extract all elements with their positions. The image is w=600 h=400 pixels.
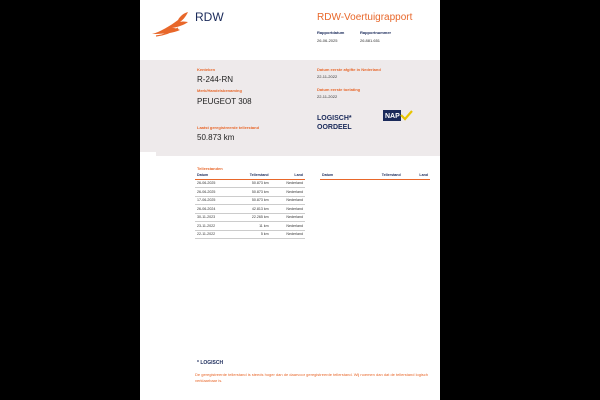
col-date: Datum bbox=[320, 171, 353, 179]
cell-date: 26-06-2025 bbox=[195, 179, 232, 188]
cell-country: Nederland bbox=[271, 188, 305, 197]
cell-date: 26-06-2025 bbox=[195, 188, 232, 197]
col-country: Land bbox=[403, 171, 430, 179]
odometer-table-empty bbox=[320, 171, 430, 180]
first-nl-value: 22-11-2022 bbox=[317, 74, 338, 79]
cell-odometer: 50.873 km bbox=[232, 188, 270, 197]
cell-date: 23-11-2022 bbox=[195, 222, 232, 231]
table-row bbox=[195, 222, 305, 231]
odometer-table-title: Tellerstanden bbox=[197, 166, 223, 171]
col-odometer: Tellerstand bbox=[232, 171, 270, 179]
report-number: 26.881.651 bbox=[360, 38, 381, 43]
table-row bbox=[195, 188, 305, 197]
nap-check-icon bbox=[383, 110, 413, 121]
make-label: Merk/Handelsbenaming bbox=[197, 88, 242, 93]
table-row bbox=[195, 205, 305, 214]
table-row bbox=[195, 213, 305, 222]
vehicle-summary-band bbox=[140, 60, 440, 156]
cell-country: Nederland bbox=[271, 230, 305, 239]
cell-date: 17-06-2025 bbox=[195, 196, 232, 205]
odometer-table bbox=[195, 171, 305, 239]
plate-value: R-244-RN bbox=[197, 75, 234, 84]
rdw-bird-logo-icon bbox=[150, 10, 190, 40]
cell-odometer: 50.873 km bbox=[232, 179, 270, 188]
odometer-value: 50.873 km bbox=[197, 133, 235, 142]
cell-country: Nederland bbox=[271, 179, 305, 188]
cell-odometer: 42.813 km bbox=[232, 205, 270, 214]
first-admission-value: 22-11-2022 bbox=[317, 94, 338, 99]
report-page bbox=[140, 0, 440, 400]
verdict-line1: LOGISCH* bbox=[317, 115, 352, 122]
verdict-line2: OORDEEL bbox=[317, 124, 352, 131]
first-admission-label: Datum eerste toelating bbox=[317, 87, 361, 92]
cell-odometer: 22.265 km bbox=[232, 213, 270, 222]
first-nl-label: Datum eerste afgifte in Nederland bbox=[317, 67, 381, 72]
col-country: Land bbox=[271, 171, 305, 179]
cell-date: 30-11-2023 bbox=[195, 213, 232, 222]
plate-label: Kenteken bbox=[197, 67, 216, 72]
table-header-row bbox=[320, 171, 430, 179]
footnote-title: * LOGISCH bbox=[197, 360, 224, 366]
cell-date: 22-11-2022 bbox=[195, 230, 232, 239]
footnote-text: De geregistreerde tellerstand is steeds hoger dan de daarvoor geregistreerde tellerstand. Wij noemen dan dat de tellerstand logisch verklaarbaar is. bbox=[195, 372, 429, 383]
cell-country: Nederland bbox=[271, 196, 305, 205]
cell-odometer: 50.873 km bbox=[232, 196, 270, 205]
table-row bbox=[195, 230, 305, 239]
report-date-label: Rapportdatum bbox=[317, 30, 345, 35]
nap-text: NAP bbox=[385, 113, 400, 121]
brand-name: RDW bbox=[195, 10, 224, 24]
report-title: RDW-Voertuigrapport bbox=[317, 12, 413, 23]
cell-date: 26-06-2024 bbox=[195, 205, 232, 214]
odometer-label: Laatst geregistreerde tellerstand bbox=[197, 125, 260, 130]
cell-country: Nederland bbox=[271, 222, 305, 231]
cell-country: Nederland bbox=[271, 213, 305, 222]
odometer-table-body bbox=[195, 179, 305, 239]
report-number-label: Rapportnummer bbox=[360, 30, 392, 35]
cell-country: Nederland bbox=[271, 205, 305, 214]
band-corner bbox=[140, 152, 156, 156]
cell-odometer: 11 km bbox=[232, 222, 270, 231]
table-row bbox=[195, 179, 305, 188]
table-header-row bbox=[195, 171, 305, 179]
verdict bbox=[317, 114, 352, 132]
make-value: PEUGEOT 308 bbox=[197, 97, 252, 106]
report-date: 26-06-2025 bbox=[317, 38, 338, 43]
col-odometer: Tellerstand bbox=[353, 171, 403, 179]
col-date: Datum bbox=[195, 171, 232, 179]
cell-odometer: 5 km bbox=[232, 230, 270, 239]
table-row bbox=[195, 196, 305, 205]
